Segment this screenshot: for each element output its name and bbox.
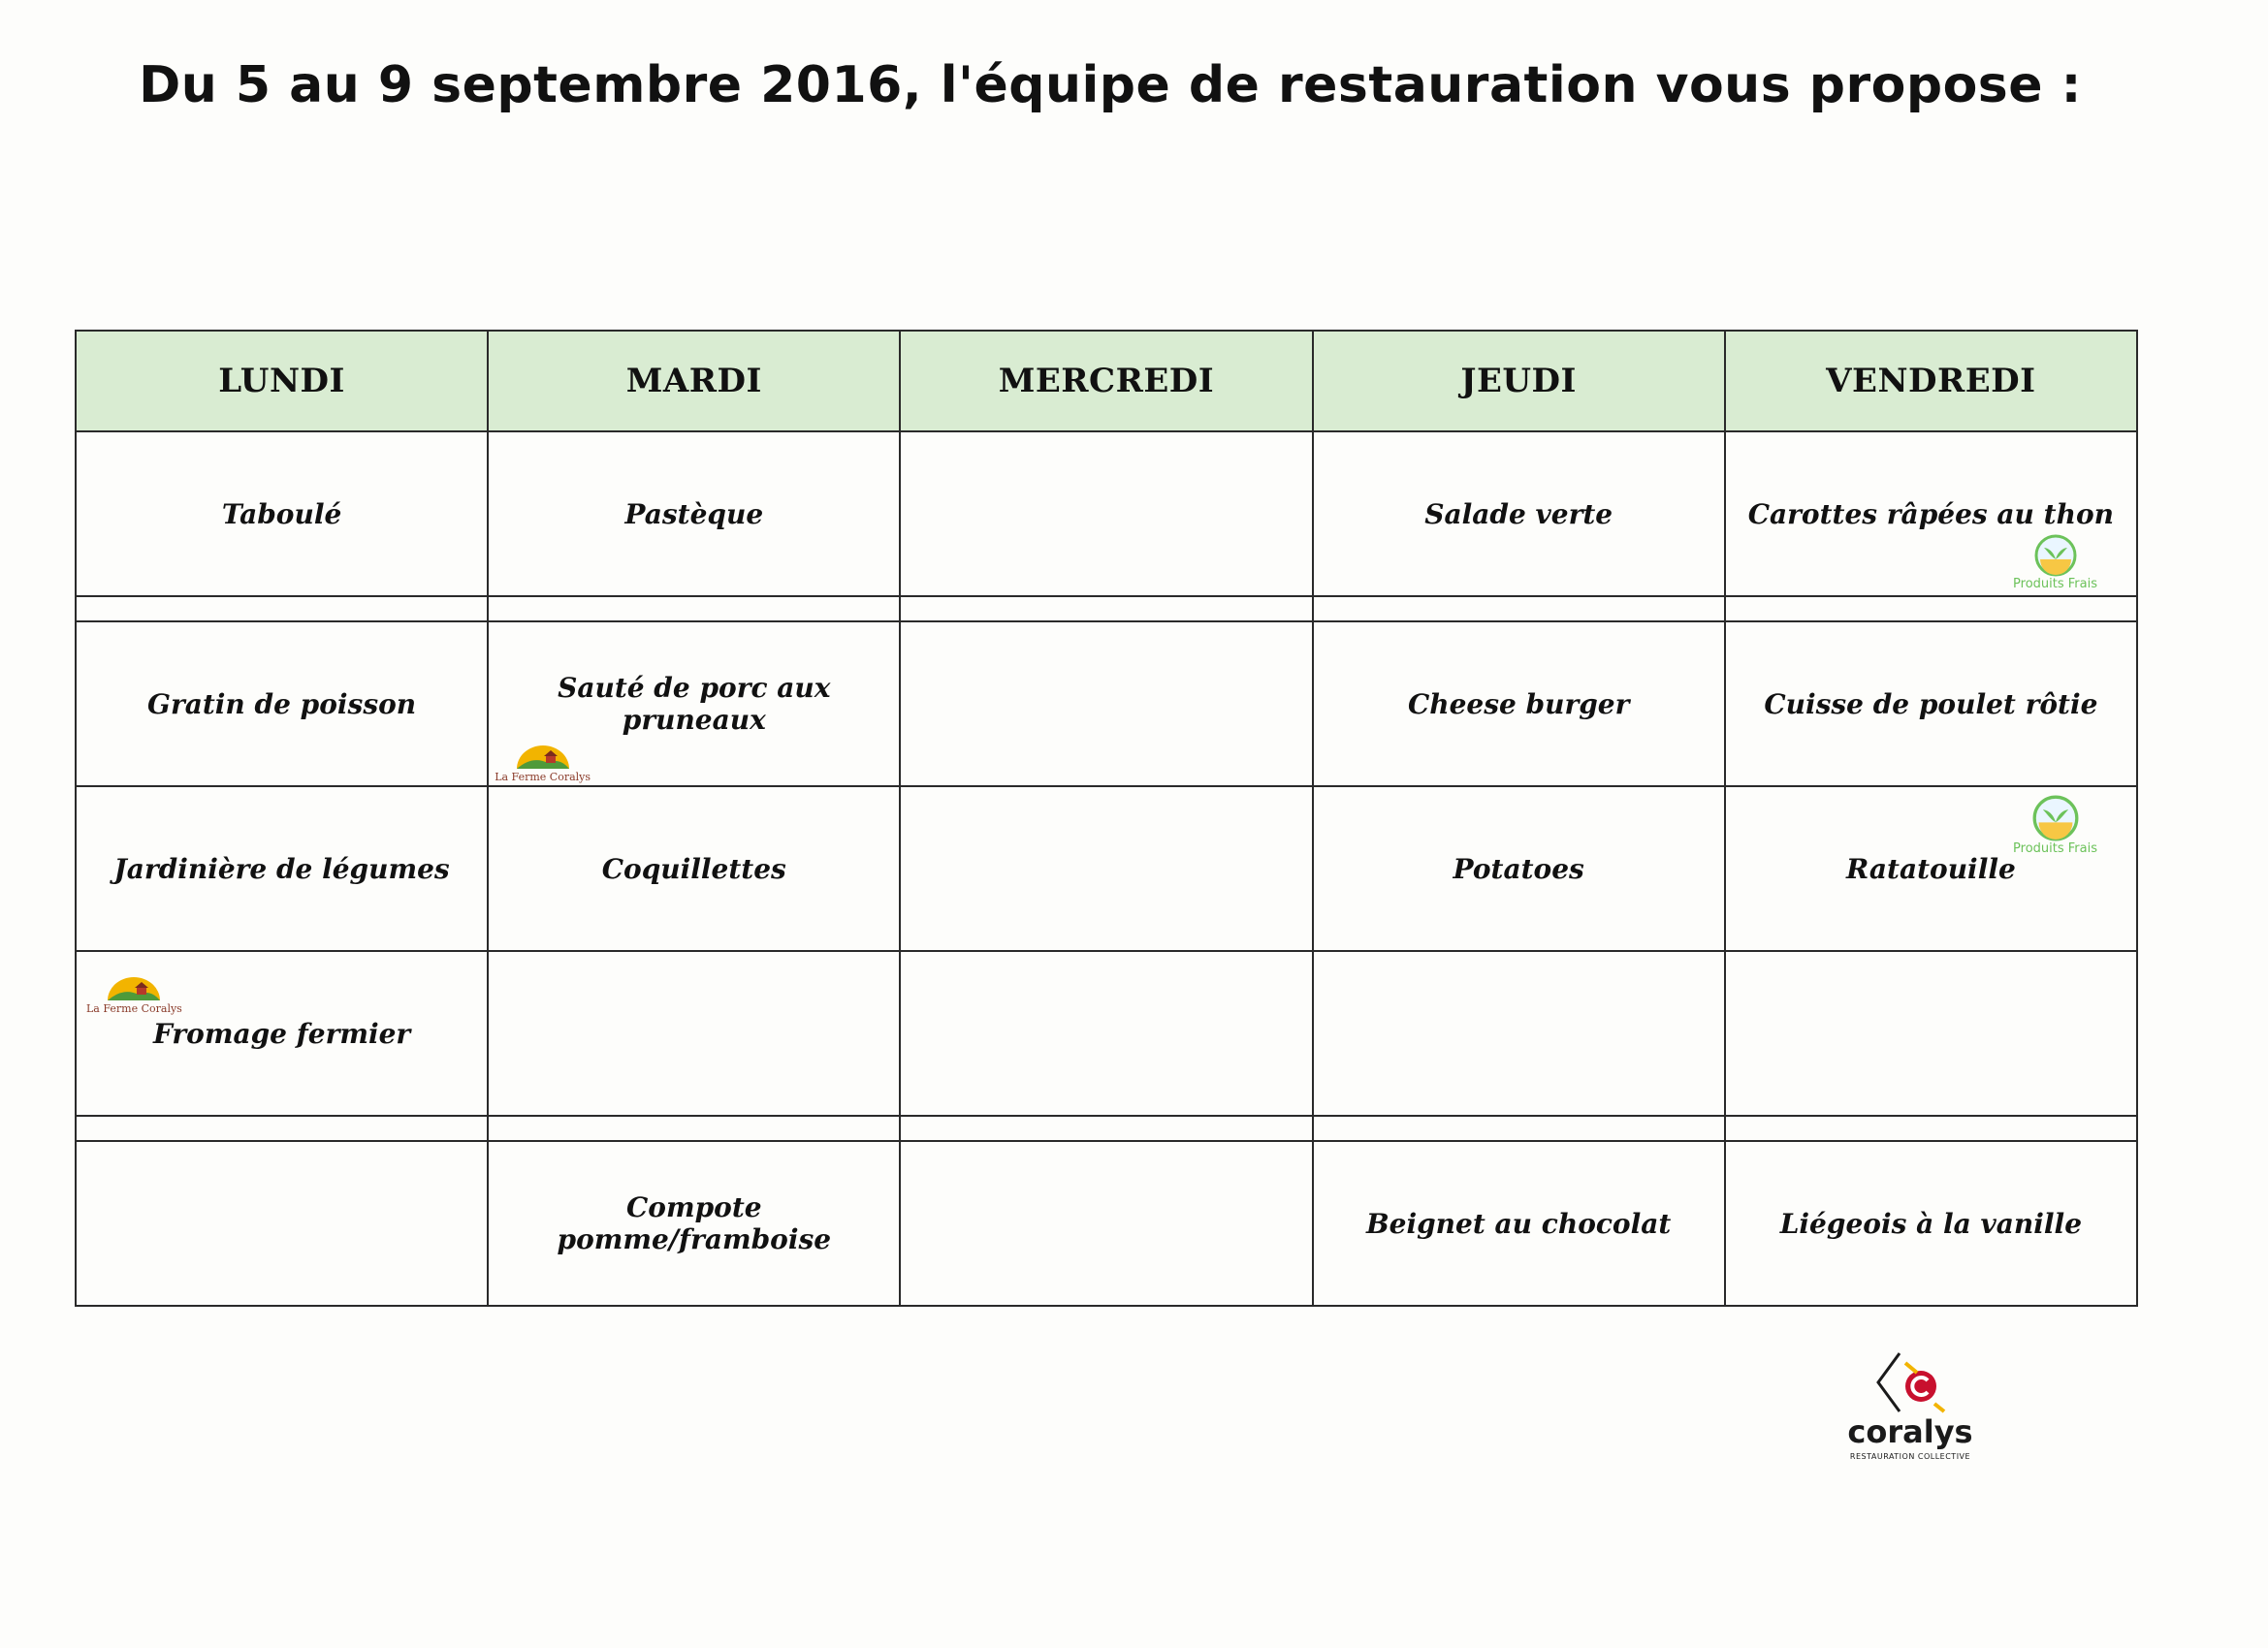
dish-label: Beignet au chocolat [1365,1207,1672,1240]
menu-cell [488,951,900,1116]
la-ferme-coralys-badge: La Ferme Coralys [86,973,182,1015]
page-title: Du 5 au 9 septembre 2016, l'équipe de restauration vous propose : [139,56,2082,114]
menu-cell [488,786,900,951]
dish-label: Carottes râpées au thon [1747,497,2114,530]
menu-cell [76,431,488,596]
produits-frais-icon [2034,534,2077,577]
menu-cell [488,431,900,596]
menu-row-starter [76,431,2137,596]
dish-label: Fromage fermier [153,1017,411,1050]
menu-row-cheese [76,951,2137,1116]
menu-cell [1725,621,2137,786]
header-jeudi: JEUDI [1313,331,1725,431]
menu-cell [76,951,488,1116]
menu-cell [76,1141,488,1306]
farm-icon [104,973,164,1002]
header-vendredi: VENDREDI [1725,331,2137,431]
dish-label: Sauté de porc aux pruneaux [558,672,831,736]
menu-row-dessert [76,1141,2137,1306]
produits-frais-badge: Produits Frais [2013,534,2097,591]
menu-cell [900,621,1312,786]
dish-label: Taboulé [221,497,342,530]
menu-cell [1725,951,2137,1116]
dish-label: Pastèque [624,497,764,530]
dish-label: Cheese burger [1407,687,1630,720]
dish-label: Ratatouille [1845,852,2016,885]
dish-label: Gratin de poisson [147,687,417,720]
menu-cell [1313,1141,1725,1306]
dish-label: Compote pomme/framboise [557,1191,832,1255]
header-row [76,331,2137,431]
coralys-logo-icon [1867,1347,1954,1417]
spacer-row [76,596,2137,621]
menu-table [75,330,2138,1307]
produits-frais-icon [2032,795,2079,841]
menu-cell [1313,951,1725,1116]
menu-cell [900,1141,1312,1306]
menu-cell [488,1141,900,1306]
menu-row-side [76,786,2137,951]
menu-cell [1313,621,1725,786]
header-mardi: MARDI [488,331,900,431]
dish-label: Cuisse de poulet rôtie [1764,687,2098,720]
dish-label: Potatoes [1453,852,1584,885]
dish-label: Salade verte [1424,497,1613,530]
menu-cell [1313,431,1725,596]
header-mercredi: MERCREDI [900,331,1312,431]
menu-cell [1313,786,1725,951]
logo-name: coralys [1847,1413,1973,1450]
menu-cell [900,951,1312,1116]
menu-cell [1725,431,2137,596]
produits-frais-badge: Produits Frais [2013,795,2097,856]
menu-cell [900,431,1312,596]
menu-cell [1725,786,2137,951]
coralys-logo [1842,1347,1978,1461]
menu-row-main [76,621,2137,786]
dish-label: Coquillettes [601,852,786,885]
menu-cell [1725,1141,2137,1306]
la-ferme-coralys-badge: La Ferme Coralys [495,742,591,783]
menu-cell [488,621,900,786]
farm-icon [513,742,573,771]
logo-subtitle: RESTAURATION COLLECTIVE [1849,1452,1971,1461]
dish-label: Jardinière de légumes [113,852,450,885]
spacer-row [76,1116,2137,1141]
menu-cell [900,786,1312,951]
header-lundi: LUNDI [76,331,488,431]
dish-label: Liégeois à la vanille [1779,1207,2083,1240]
menu-cell [76,621,488,786]
menu-cell [76,786,488,951]
